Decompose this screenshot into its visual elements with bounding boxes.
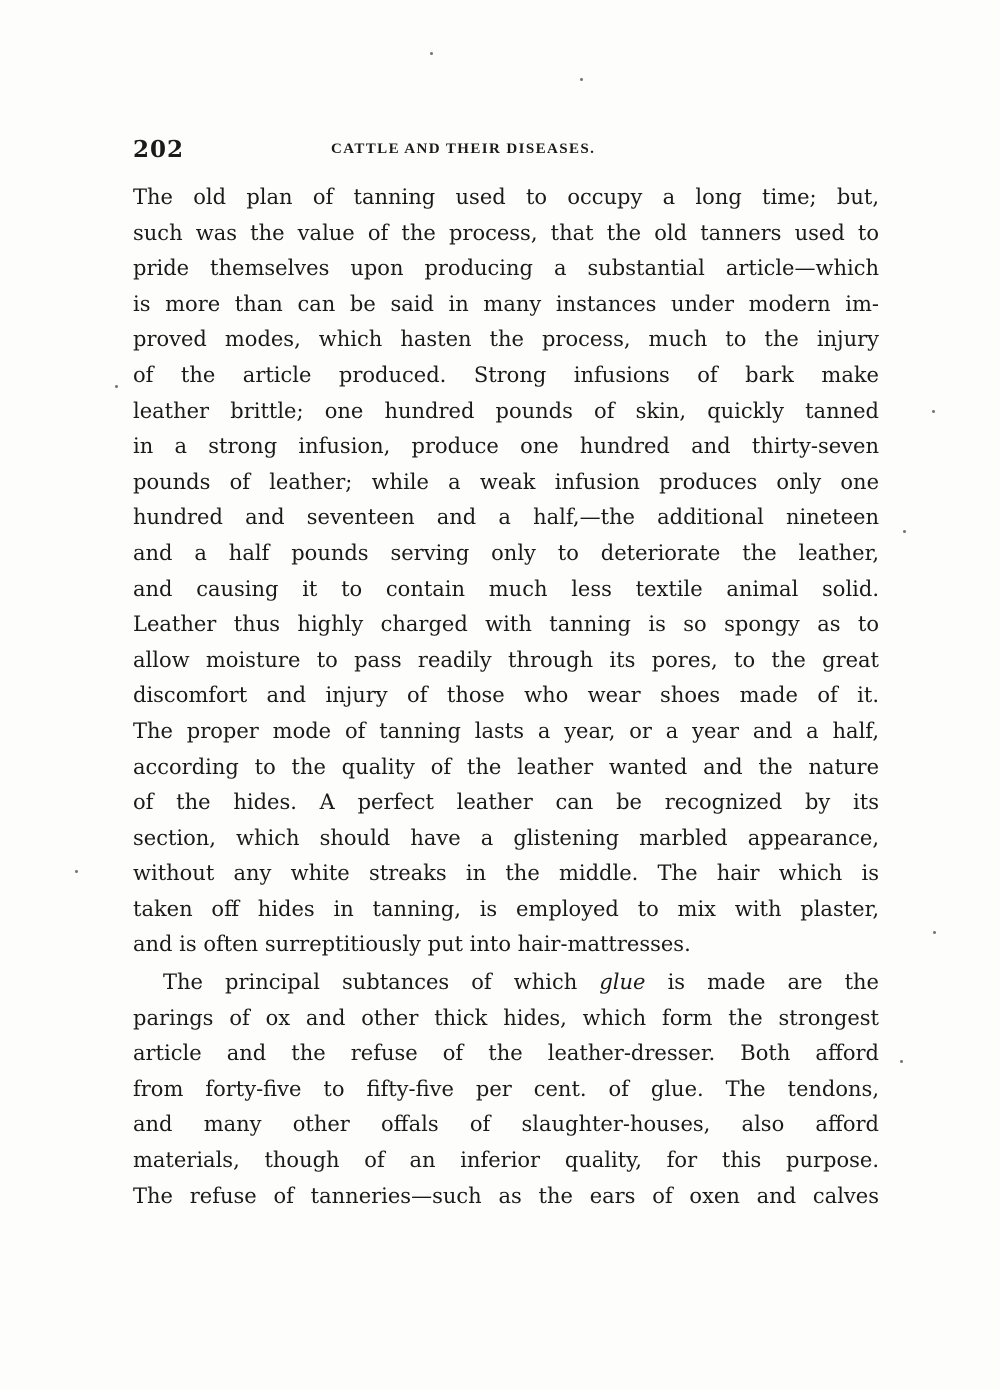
scan-speck [903,530,906,533]
text-line: section, which should have a glistening marbled appearance, [133,825,879,850]
scan-speck [900,1060,903,1063]
text-line: and causing it to contain much less textile animal solid. [133,576,879,601]
text-line: from forty-five to fifty-five per cent. of glue. The tendons, [133,1076,879,1101]
page-header [133,136,883,166]
scan-speck [75,870,78,873]
text-line: is more than can be said in many instances under modern im- [133,291,879,316]
scan-speck [115,385,118,388]
text-line: such was the value of the process, that the old tanners used to [133,220,879,245]
text-line: in a strong infusion, produce one hundred and thirty-seven [133,434,879,459]
text-line: The old plan of tanning used to occupy a long time; but, [133,185,879,209]
body-text [133,180,879,1214]
text-line: of the article produced. Strong infusions of bark make [133,362,879,387]
text-line: hundred and seventeen and a half,—the additional nineteen [133,505,879,530]
text-line: taken off hides in tanning, is employed to mix with plaster, [133,896,879,921]
text-line: and a half pounds serving only to deteriorate the leather, [133,540,879,565]
scan-speck [933,931,936,934]
text-line: proved modes, which hasten the process, much to the injury [133,327,879,352]
scan-speck [580,78,583,81]
paragraph-2 [133,965,879,1214]
text-line: discomfort and injury of those who wear shoes made of it. [133,683,879,708]
text-line: Leather thus highly charged with tanning is so spongy as to [133,612,879,637]
text-line: according to the quality of the leather wanted and the nature [133,754,879,779]
text-line: leather brittle; one hundred pounds of skin, quickly tanned [133,398,879,423]
text-line: article and the refuse of the leather-dresser. Both afford [133,1041,879,1066]
text-line: The principal subtances of which glue is made are the [163,970,879,995]
running-title: CATTLE AND THEIR DISEASES. [331,141,596,157]
text-line: materials, though of an inferior quality, for this purpose. [133,1148,879,1173]
scan-speck [932,410,935,413]
paragraph-1 [133,180,879,963]
text-line: The proper mode of tanning lasts a year, or a year and a half, [133,718,879,743]
scan-speck [430,52,433,55]
text-line: The refuse of tanneries—such as the ears of oxen and calves [133,1183,879,1208]
text-line: parings of ox and other thick hides, which form the strongest [133,1005,879,1030]
text-line: pounds of leather; while a weak infusion produces only one [133,469,879,494]
text-line: allow moisture to pass readily through its pores, to the great [133,647,879,672]
text-line: of the hides. A perfect leather can be recognized by its [133,790,879,815]
text-line: and is often surreptitiously put into hair-mattresses. [133,932,691,957]
text-line: without any white streaks in the middle. The hair which is [133,861,879,886]
text-line: and many other offals of slaughter-houses, also afford [133,1112,879,1137]
text-line: pride themselves upon producing a substantial article—which [133,256,879,281]
page-number: 202 [133,136,185,163]
